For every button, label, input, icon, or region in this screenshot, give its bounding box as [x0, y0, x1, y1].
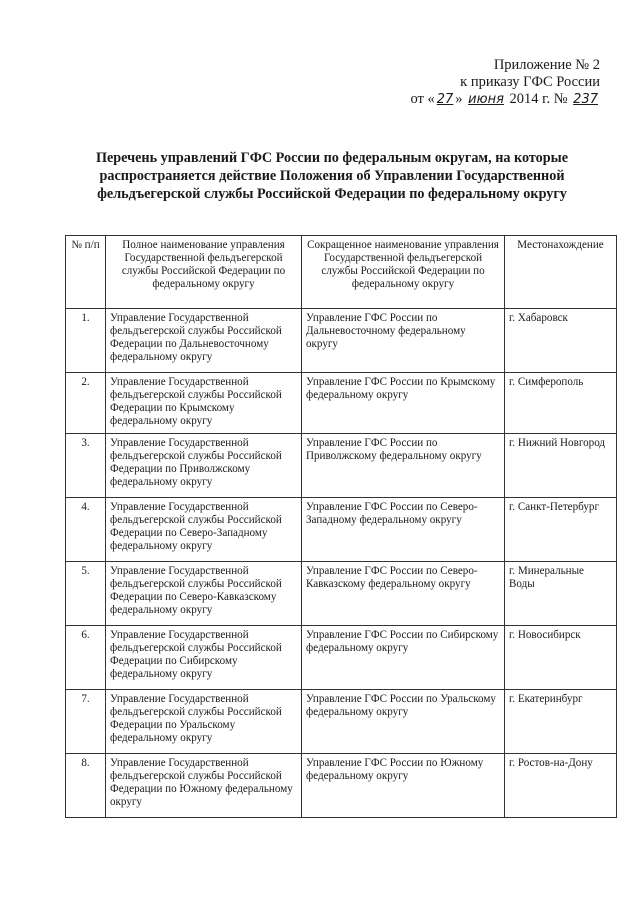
- table-header-row: [66, 236, 617, 309]
- cell-full-name: Управление Государственной фельдъегерской службы Российской Федерации по Крымскому федеральному округу: [106, 373, 302, 434]
- cell-location: г. Хабаровск: [505, 309, 617, 373]
- date-prefix: от «: [410, 91, 435, 107]
- cell-full-name: Управление Государственной фельдъегерской службы Российской Федерации по Сибирскому федеральному округу: [106, 626, 302, 690]
- cell-short-name: Управление ГФС России по Южному федеральному округу: [302, 754, 505, 818]
- cell-location: г. Нижний Новгород: [505, 434, 617, 498]
- cell-location: г. Ростов-на-Дону: [505, 754, 617, 818]
- document-title: Перечень управлений ГФС России по федеральным округам, на которые распространяется действие Положения об Управлении Государственной фельдъегерской службы Российской Федерации по федеральному округу: [95, 150, 569, 202]
- cell-full-name: Управление Государственной фельдъегерской службы Российской Федерации по Дальневосточному федеральному округу: [106, 309, 302, 373]
- order-reference: к приказу ГФС России: [460, 74, 600, 90]
- cell-number: 8.: [66, 754, 106, 818]
- cell-full-name: Управление Государственной фельдъегерской службы Российской Федерации по Уральскому федеральному округу: [106, 690, 302, 754]
- cell-number: 6.: [66, 626, 106, 690]
- order-date-line: [360, 91, 600, 108]
- column-header-short-name: Сокращенное наименование управления Государственной фельдъегерской службы Российской Федерации по федеральному округу: [302, 236, 505, 309]
- cell-full-name: Управление Государственной фельдъегерской службы Российской Федерации по Приволжскому федеральному округу: [106, 434, 302, 498]
- offices-table: [65, 235, 617, 818]
- handwritten-day: 27: [436, 92, 454, 107]
- cell-location: г. Новосибирск: [505, 626, 617, 690]
- table-row: [66, 434, 617, 498]
- cell-number: 4.: [66, 498, 106, 562]
- cell-number: 2.: [66, 373, 106, 434]
- cell-number: 1.: [66, 309, 106, 373]
- date-mid: »: [455, 91, 463, 107]
- cell-full-name: Управление Государственной фельдъегерской службы Российской Федерации по Южному федеральному округу: [106, 754, 302, 818]
- appendix-header: [360, 57, 600, 108]
- cell-full-name: Управление Государственной фельдъегерской службы Российской Федерации по Северо-Западному федеральному округу: [106, 498, 302, 562]
- table-row: [66, 690, 617, 754]
- table-row: [66, 754, 617, 818]
- handwritten-order-number: 237: [573, 92, 598, 107]
- cell-short-name: Управление ГФС России по Северо-Кавказскому федеральному округу: [302, 562, 505, 626]
- year-and-number-label: 2014 г. №: [509, 91, 568, 107]
- table-row: [66, 498, 617, 562]
- column-header-location: Местонахождение: [505, 236, 617, 309]
- cell-location: г. Минеральные Воды: [505, 562, 617, 626]
- cell-short-name: Управление ГФС России по Сибирскому федеральному округу: [302, 626, 505, 690]
- cell-location: г. Екатеринбург: [505, 690, 617, 754]
- column-header-full-name: Полное наименование управления Государственной фельдъегерской службы Российской Федерации по федеральному округу: [106, 236, 302, 309]
- cell-full-name: Управление Государственной фельдъегерской службы Российской Федерации по Северо-Кавказскому федеральному округу: [106, 562, 302, 626]
- cell-short-name: Управление ГФС России по Крымскому федеральному округу: [302, 373, 505, 434]
- cell-number: 7.: [66, 690, 106, 754]
- table-row: [66, 373, 617, 434]
- cell-location: г. Санкт-Петербург: [505, 498, 617, 562]
- cell-number: 3.: [66, 434, 106, 498]
- cell-short-name: Управление ГФС России по Дальневосточному федеральному округу: [302, 309, 505, 373]
- cell-location: г. Симферополь: [505, 373, 617, 434]
- column-header-number: № п/п: [66, 236, 106, 309]
- table-row: [66, 562, 617, 626]
- appendix-number: Приложение № 2: [493, 57, 600, 73]
- cell-number: 5.: [66, 562, 106, 626]
- table-row: [66, 309, 617, 373]
- cell-short-name: Управление ГФС России по Уральскому федеральному округу: [302, 690, 505, 754]
- handwritten-month: июня: [468, 92, 504, 107]
- cell-short-name: Управление ГФС России по Приволжскому федеральному округу: [302, 434, 505, 498]
- cell-short-name: Управление ГФС России по Северо-Западному федеральному округу: [302, 498, 505, 562]
- table-row: [66, 626, 617, 690]
